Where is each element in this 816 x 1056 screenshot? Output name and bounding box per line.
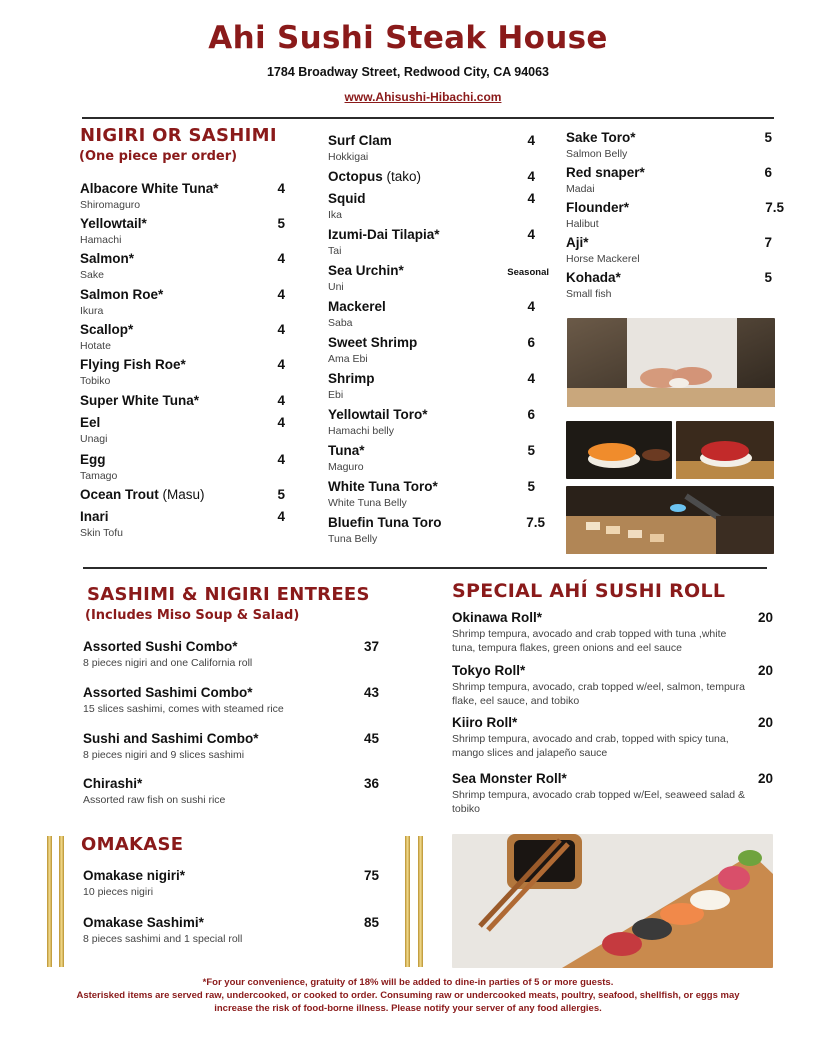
middle-divider [83,567,767,569]
item-price: 45 [363,731,379,746]
item-name: Sushi and Sashimi Combo* [83,731,259,746]
item-desc: Unagi [80,433,108,445]
item-price: 5 [277,216,285,231]
item-desc: Hotate [80,340,111,352]
item-name: Flying Fish Roe* [80,357,186,372]
item-name: Izumi-Dai Tilapia* [328,227,440,242]
menu-item [83,915,379,946]
item-price: 4 [277,181,285,196]
menu-item [80,452,285,483]
menu-item [80,415,285,446]
item-desc: Tuna Belly [328,533,378,545]
item-name: Omakase Sashimi* [83,915,204,930]
item-name: Bluefin Tuna Toro [328,515,442,530]
item-price: Seasonal [507,267,549,278]
item-desc: Saba [328,317,353,329]
item-price: 4 [277,322,285,337]
item-desc: Sake [80,269,104,281]
item-desc: Shrimp tempura, avocado and crab topped with tuna ,white tuna, tempura flakes, green onions and eel sauce [452,628,727,655]
item-name: Scallop* [80,322,134,337]
item-name: Chirashi* [83,776,143,791]
item-price: 4 [527,227,535,242]
item-name: Flounder* [566,200,629,215]
menu-item [80,393,285,408]
restaurant-title: Ahi Sushi Steak House [208,20,608,56]
item-desc: Hamachi [80,234,122,246]
item-price: 85 [363,915,379,930]
chef-preparing-sushi-photo [567,318,775,407]
item-name: Aji* [566,235,589,250]
item-name: Tokyo Roll* [452,663,526,678]
menu-item [83,639,379,670]
tuna-nigiri-photo [676,421,774,479]
item-desc: Tai [328,245,342,257]
item-price: 5 [764,130,772,145]
menu-item [328,227,535,258]
footer-disclaimer [0,977,816,1015]
item-desc: Ama Ebi [328,353,368,365]
item-desc: Ikura [80,305,104,317]
menu-item [80,357,285,388]
gold-accent-bar [418,836,423,967]
item-price: 36 [363,776,379,791]
menu-item [328,133,535,164]
item-name: Octopus (tako) [328,169,422,184]
item-price: 5 [764,270,772,285]
restaurant-address: 1784 Broadway Street, Redwood City, CA 94063 [266,65,550,79]
raw-food-warning: Asterisked items are served raw, undercooked, or cooked to order. Consuming raw or undercooked meats, poultry, seafood, shellfish, or eggs may [76,989,740,1001]
top-divider [82,117,774,119]
item-name: Yellowtail Toro* [328,407,428,422]
item-name: Kiiro Roll* [452,715,518,730]
menu-item [452,771,773,816]
menu-item [80,287,285,318]
item-name: Squid [328,191,366,206]
menu-item [80,181,285,212]
item-price: 4 [277,393,285,408]
menu-item [328,479,535,510]
menu-item [328,335,535,366]
item-name: Albacore White Tuna* [80,181,219,196]
item-price: 4 [527,191,535,206]
item-name: Okinawa Roll* [452,610,543,625]
menu-item [566,165,772,196]
item-price: 4 [277,509,285,524]
menu-item [328,191,535,222]
item-desc: 15 slices sashimi, comes with steamed rice [83,703,284,715]
gold-accent-bar [405,836,410,967]
gold-accent-bar [47,836,52,967]
menu-item [328,371,535,402]
menu-item [83,731,379,762]
item-price: 5 [527,479,535,494]
item-price: 20 [757,771,773,786]
item-price: 7.5 [526,515,545,530]
menu-item [566,235,772,266]
item-name: Sea Monster Roll* [452,771,567,786]
item-name: Red snaper* [566,165,645,180]
item-price: 7.5 [765,200,784,215]
item-price: 20 [757,663,773,678]
gold-accent-bar [59,836,64,967]
special-rolls-section-title: SPECIAL AHÍ SUSHI ROLL [452,580,726,602]
item-price: 5 [527,443,535,458]
item-name: Super White Tuna* [80,393,200,408]
item-name: Sake Toro* [566,130,636,145]
item-name: Tuna* [328,443,365,458]
item-name: Inari [80,509,109,524]
item-name: Sweet Shrimp [328,335,418,350]
menu-item [452,715,773,760]
item-name: Ocean Trout (Masu) [80,487,205,502]
item-desc: Halibut [566,218,599,230]
item-desc: Shrimp tempura, avocado and crab, topped with spicy tuna, mango slices and jalapeño sauce [452,733,729,760]
item-name: Eel [80,415,101,430]
item-name: Salmon* [80,251,135,266]
item-price: 6 [527,407,535,422]
item-price: 4 [277,415,285,430]
item-desc: 8 pieces sashimi and 1 special roll [83,933,243,945]
item-desc: Madai [566,183,595,195]
item-price: 37 [363,639,379,654]
torching-sushi-photo [566,486,774,554]
menu-item [80,251,285,282]
item-desc: 10 pieces nigiri [83,886,154,898]
item-desc: Maguro [328,461,364,473]
menu-item [566,270,772,301]
item-desc: 8 pieces nigiri and 9 slices sashimi [83,749,245,761]
item-name: Yellowtail* [80,216,147,231]
item-price: 6 [764,165,772,180]
item-name: Surf Clam [328,133,392,148]
entrees-section-subtitle: (Includes Miso Soup & Salad) [85,608,300,623]
item-name: Egg [80,452,106,467]
item-desc: Assorted raw fish on sushi rice [83,794,226,806]
item-desc: Tamago [80,470,118,482]
item-price: 4 [527,371,535,386]
item-price: 6 [527,335,535,350]
item-desc: Skin Tofu [80,527,123,539]
item-price: 75 [363,868,379,883]
item-desc: Shrimp tempura, avocado, crab topped w/eel, salmon, tempura flake, eel sauce, and tobiko [452,681,745,708]
website-link[interactable]: www.Ahisushi-Hibachi.com [344,90,502,104]
menu-item [328,515,545,546]
salmon-nigiri-photo [566,421,672,479]
item-price: 20 [757,610,773,625]
menu-item [83,776,379,807]
item-price: 7 [764,235,772,250]
menu-item [328,299,535,330]
menu-item [80,509,285,540]
menu-item [328,263,549,294]
item-name: Sea Urchin* [328,263,404,278]
menu-item [83,685,379,716]
gratuity-note: *For your convenience, gratuity of 18% will be added to dine-in parties of 5 or more guests. [202,977,614,988]
item-name: White Tuna Toro* [328,479,438,494]
item-price: 4 [527,133,535,148]
item-name: Mackerel [328,299,386,314]
menu-item [452,663,773,708]
menu-item [566,200,784,231]
item-name: Salmon Roe* [80,287,164,302]
sushi-platter-photo [452,834,773,968]
item-name: Kohada* [566,270,621,285]
menu-item [80,487,285,502]
nigiri-section-title: NIGIRI OR SASHIMI [80,125,277,146]
item-price: 4 [277,251,285,266]
item-name: Assorted Sashimi Combo* [83,685,253,700]
item-desc: Ika [328,209,343,221]
item-name: Omakase nigiri* [83,868,186,883]
menu-item [566,130,772,161]
item-price: 4 [277,287,285,302]
menu-item [328,407,535,438]
item-desc: Shrimp tempura, avocado crab topped w/Eel, seaweed salad & tobiko [452,789,746,816]
item-desc: Shiromaguro [80,199,141,211]
item-desc: Hokkigai [328,151,369,163]
omakase-section-title: OMAKASE [81,834,184,855]
item-name: Shrimp [328,371,375,386]
item-desc: Hamachi belly [328,425,394,437]
menu-item [452,610,773,655]
item-price: 4 [277,452,285,467]
item-desc: Salmon Belly [566,148,628,160]
item-price: 43 [363,685,379,700]
menu-item [80,216,285,247]
item-price: 4 [527,169,535,184]
nigiri-section-subtitle: (One piece per order) [79,149,238,164]
item-price: 20 [757,715,773,730]
menu-item [328,169,535,184]
menu-item [83,868,379,899]
item-desc: Tobiko [80,375,111,387]
allergy-note: increase the risk of food-borne illness. Please notify your server of any food allergies. [214,1002,602,1014]
item-desc: Horse Mackerel [566,253,640,265]
item-price: 4 [527,299,535,314]
item-desc: White Tuna Belly [328,497,407,509]
item-desc: Uni [328,281,344,293]
item-name: Assorted Sushi Combo* [83,639,238,654]
item-price: 4 [277,357,285,372]
menu-item [328,443,535,474]
item-desc: Ebi [328,389,344,401]
entrees-section-title: SASHIMI & NIGIRI ENTREES [87,584,370,605]
item-desc: 8 pieces nigiri and one California roll [83,657,253,669]
item-desc: Small fish [566,288,612,300]
item-price: 5 [277,487,285,502]
menu-item [80,322,285,353]
